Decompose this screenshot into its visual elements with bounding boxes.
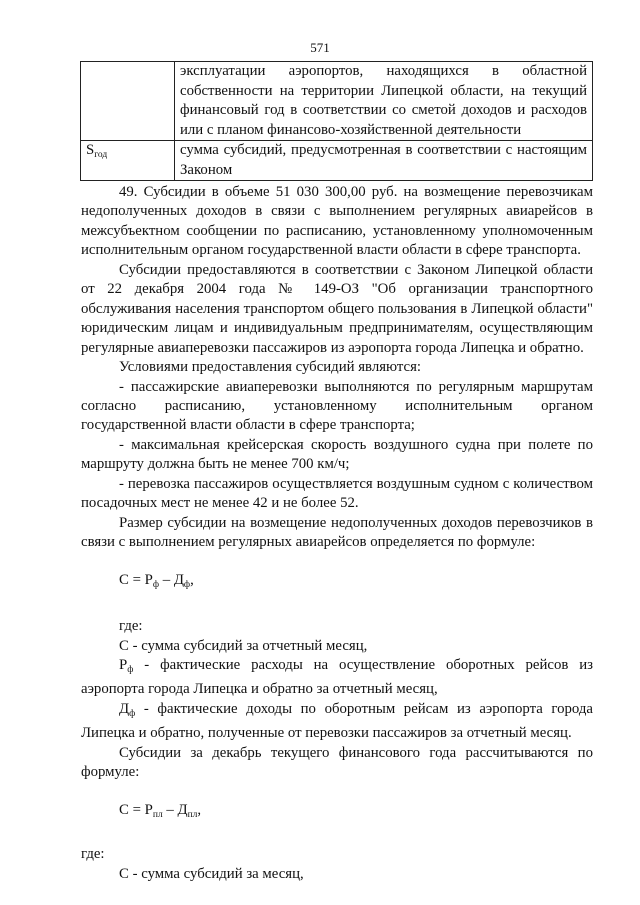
paragraph-subsidy-size: Размер субсидии на возмещение недополученных доходов перевозчиков в связи с выполнением регулярных авиарейсов определяется по формуле: [81,514,593,551]
symbol-cell [81,62,175,141]
paragraph-law: Субсидии предоставляются в соответствии с Законом Липецкой области от 22 декабря 2004 года № 149-ОЗ "Об организации транспортного обслуживания населения транспортом общего пользования в Липецкой области" юридическим лицам и индивидуальным предпринимателям, осуществляющим регулярные авиаперевозки пассажиров из аэропорта города Липецка и обратно. [81,261,593,356]
definition-rf: $Р_ф$ - фактические расходы на осуществление оборотных рейсов из аэропорта города Липецка и обратно за отчетный месяц, [81,656,593,698]
paragraph-december: Субсидии за декабрь текущего финансового года рассчитываются по формуле: [81,744,593,781]
definition-c: С - сумма субсидий за отчетный месяц, [119,637,368,654]
condition-item: - пассажирские авиаперевозки выполняются по регулярным маршрутам согласно расписанию, установленному исполнительным органом государственной власти области в сфере транспорта; [81,378,593,434]
document-body [81,183,593,884]
where-label: где: [119,618,143,635]
formula-december: $С = Р_{пл} - Д_{пл}$, [119,801,202,820]
definitions-table [80,61,593,181]
condition-item: - перевозка пассажиров осуществляется воздушным судном с количеством посадочных мест не менее 42 и не более 52. [81,475,593,512]
condition-item: - максимальная крейсерская скорость воздушного судна при полете по маршруту должна быть не менее 700 км/ч; [81,436,593,473]
where-label: где: [81,846,105,863]
table-row [81,141,593,181]
definition-df: $Д_ф$ - фактические доходы по оборотным рейсам из аэропорта города Липецка и обратно, полученные от перевозки пассажиров за отчетный месяц. [81,700,593,742]
description-cell: эксплуатации аэропортов, находящихся в областной собственности на территории Липецкой области, на текущий финансовый год в соответствии со сметой доходов и расходов или с планом финансово-хозяйственной деятельности [175,62,593,141]
page-number: 571 [310,40,330,55]
paragraph-conditions: Условиями предоставления субсидий являются: [119,359,422,376]
paragraph-49: 49. Субсидии в объеме 51 030 300,00 руб. на возмещение перевозчикам недополученных доходов в связи с выполнением регулярных авиарейсов в межсубъектном сообщении по расписанию, установленному уполномоченным исполнительным органом государственной власти области в сфере транспорта. [81,184,593,259]
table-row [81,62,593,141]
formula-monthly: $С = Р_ф - Д_ф$, [119,571,194,590]
description-cell: сумма субсидий, предусмотренная в соответствии с настоящим Законом [175,141,593,181]
definition-c-month: С - сумма субсидий за месяц, [119,865,304,882]
symbol-main: S [86,142,95,158]
symbol-cell [81,141,175,181]
symbol-subscript: год [94,150,108,160]
